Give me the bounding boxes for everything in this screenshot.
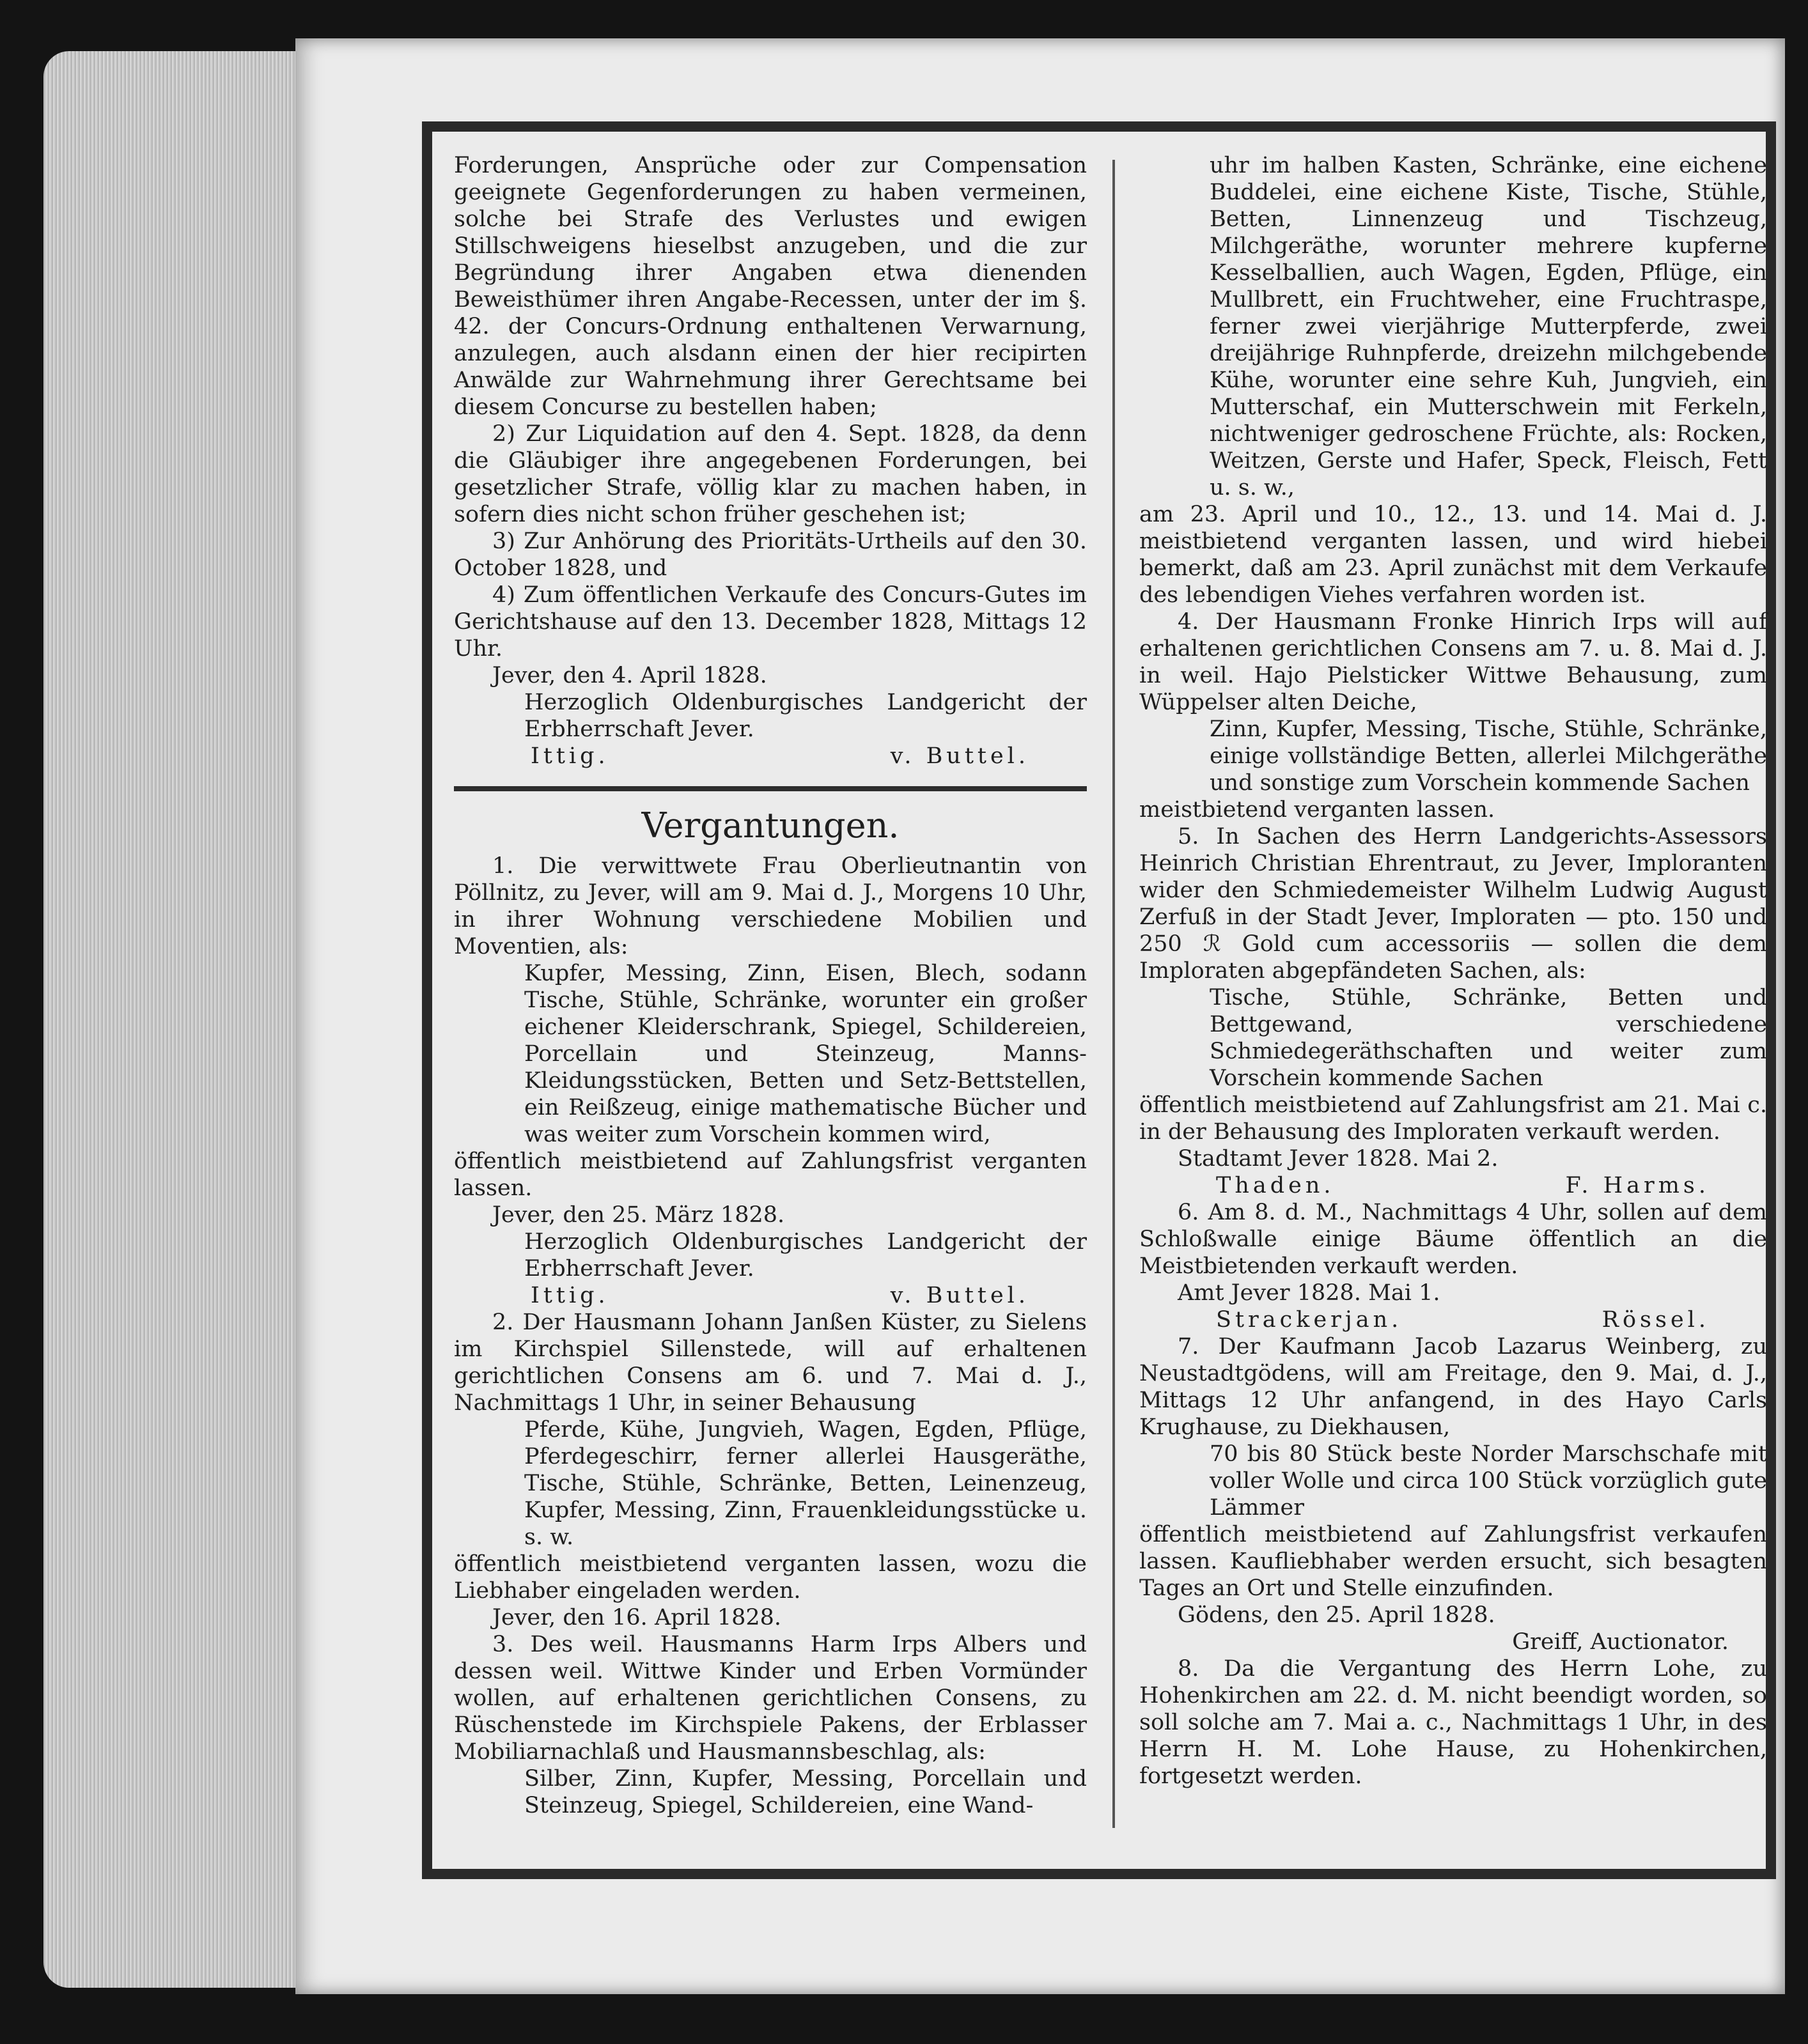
- notice-7-close: öffentlich meistbietend auf Zahlungsfrist verkaufen lassen. Kaufliebhaber werden ersucht, sich besagten Tages an Ort und Stelle einzufinden.: [1139, 1522, 1767, 1601]
- notice-5-items: Tische, Stühle, Schränke, Betten und Bettgewand, verschiedene Schmiedegeräthschaften und weiter zum Vorschein kommende Sachen: [1210, 985, 1767, 1091]
- signature-pair: [1139, 1306, 1767, 1333]
- left-column: [454, 152, 1087, 1819]
- signature-pair: [454, 743, 1087, 770]
- signature-ittig: Ittig.: [531, 1283, 609, 1308]
- notice-5-intro: 5. In Sachen des Herrn Landgerichts-Assessors Heinrich Christian Ehrentraut, zu Jever, Imploranten wider den Schmiedemeister Wilhelm Ludwig August Zerfuß in der Stadt Jever, Imploraten — pto. 150 und 250 ℛ Gold cum accessoriis — sollen die dem Imploraten abgepfändeten Sachen, als:: [1139, 824, 1767, 984]
- signature-greiff: Greiff, Auctionator.: [1512, 1629, 1729, 1655]
- date-line: Jever, den 4. April 1828.: [492, 663, 767, 688]
- column-divider: [1112, 160, 1115, 1828]
- section-divider: [454, 786, 1087, 791]
- signature-strackerjan: Strackerjan.: [1216, 1307, 1403, 1333]
- notice-3-intro: 3. Des weil. Hausmanns Harm Irps Albers und dessen weil. Wittwe Kinder und Erben Vormünder wollen, auf erhaltenen gerichtlichen Consens, zu Rüschenstede im Kirchspiele Pakens, der Erblasser Mobiliarnachlaß und Hausmannsbeschlag, als:: [454, 1632, 1087, 1765]
- signature-buttel: v. Buttel.: [890, 1283, 1029, 1308]
- list-item-prioritaets-urtheil: 3) Zur Anhörung des Prioritäts-Urtheils auf den 30. October 1828, und: [454, 529, 1087, 581]
- notice-2-intro: 2. Der Hausmann Johann Janßen Küster, zu Sielens im Kirchspiel Sillenstede, will auf erhaltenen gerichtlichen Consens am 6. und 7. Mai d. J., Nachmittags 1 Uhr, in seiner Behausung: [454, 1310, 1087, 1416]
- notice-2-items: Pferde, Kühe, Jungvieh, Wagen, Egden, Pflüge, Pferdegeschirr, ferner allerlei Hausgeräthe, Tische, Stühle, Schränke, Betten, Leinenzeug, Kupfer, Messing, Zinn, Frauenkleidungsstücke u. s. w.: [524, 1417, 1087, 1550]
- notice-4-intro: 4. Der Hausmann Fronke Hinrich Irps will auf erhaltenen gerichtlichen Consens am 7. u. 8. Mai d. J. in weil. Hajo Pielsticker Wittwe Behausung, zum Wüppelser alten Deiche,: [1139, 609, 1767, 715]
- signature-roessel: Rössel.: [1601, 1307, 1710, 1333]
- list-item-verkauf: 4) Zum öffentlichen Verkaufe des Concurs-Gutes im Gerichtshause auf den 13. December 1828, Mittags 12 Uhr.: [454, 582, 1087, 662]
- list-item-liquidation: 2) Zur Liquidation auf den 4. Sept. 1828, da denn die Gläubiger ihre angegebenen Forderungen, bei gesetzlicher Strafe, völlig klar zu machen haben, in sofern dies nicht schon früher geschehen ist;: [454, 421, 1087, 527]
- signature-ittig: Ittig.: [531, 743, 609, 769]
- notice-4-items: Zinn, Kupfer, Messing, Tische, Stühle, Schränke, einige vollständige Betten, allerlei Milchgeräthe und sonstige zum Vorschein kommende Sachen: [1210, 716, 1767, 796]
- court-signature: Herzoglich Oldenburgisches Landgericht der Erbherrschaft Jever.: [524, 690, 1087, 742]
- notice-1-items: Kupfer, Messing, Zinn, Eisen, Blech, sodann Tische, Stühle, Schränke, worunter ein großer eichener Kleiderschrank, Spiegel, Schildereien, Porcellain und Steinzeug, Manns-Kleidungsstücken, Betten und Setz-Bettstellen, ein Reißzeug, einige mathematische Bücher und was weiter zum Vorschein kommen wird,: [524, 961, 1087, 1147]
- signature-buttel: v. Buttel.: [890, 743, 1029, 769]
- notice-3-close: am 23. April und 10., 12., 13. und 14. Mai d. J. meistbietend verganten lassen, und wird hiebei bemerkt, daß am 23. April zunächst mit dem Verkaufe des lebendigen Viehes verfahren worden ist.: [1139, 502, 1767, 608]
- notice-1-intro: 1. Die verwittwete Frau Oberlieutnantin von Pöllnitz, zu Jever, will am 9. Mai d. J., Morgens 10 Uhr, in ihrer Wohnung verschiedene Mobilien und Moventien, als:: [454, 853, 1087, 959]
- notice-7-intro: 7. Der Kaufmann Jacob Lazarus Weinberg, zu Neustadtgödens, will am Freitage, den 9. Mai, d. J., Mittags 12 Uhr anfangend, in des Hayo Carls Krughause, zu Diekhausen,: [1139, 1334, 1767, 1440]
- right-column: [1139, 152, 1767, 1790]
- place-date-line: Amt Jever 1828. Mai 1.: [1178, 1280, 1440, 1306]
- notice-1-close: öffentlich meistbietend auf Zahlungsfrist verganten lassen.: [454, 1149, 1087, 1201]
- book-page-edges: [43, 51, 325, 1988]
- signature-thaden: Thaden.: [1216, 1173, 1335, 1198]
- signature-harms: F. Harms.: [1565, 1173, 1710, 1198]
- place-date-line: Stadtamt Jever 1828. Mai 2.: [1178, 1146, 1499, 1172]
- signature-pair: [1139, 1172, 1767, 1199]
- notice-3-items: Silber, Zinn, Kupfer, Messing, Porcellain und Steinzeug, Spiegel, Schildereien, eine Wand-: [524, 1766, 1087, 1818]
- notice-4-close: meistbietend verganten lassen.: [1139, 797, 1495, 823]
- notice-6-text: 6. Am 8. d. M., Nachmittags 4 Uhr, sollen auf dem Schloßwalle einige Bäume öffentlich an die Meistbietenden verkauft werden.: [1139, 1200, 1767, 1279]
- court-signature: Herzoglich Oldenburgisches Landgericht der Erbherrschaft Jever.: [524, 1229, 1087, 1281]
- signature-pair: [454, 1282, 1087, 1309]
- place-date-line: Gödens, den 25. April 1828.: [1178, 1602, 1495, 1628]
- notice-5-close: öffentlich meistbietend auf Zahlungsfrist am 21. Mai c. in der Behausung des Imploraten verkauft werden.: [1139, 1092, 1767, 1145]
- notice-8-text: 8. Da die Vergantung des Herrn Lohe, zu Hohenkirchen am 22. d. M. nicht beendigt worden, so soll solche am 7. Mai a. c., Nachmittags 1 Uhr, in des Herrn H. M. Lohe Hause, zu Hohenkirchen, fortgesetzt werden.: [1139, 1656, 1767, 1789]
- notice-7-items: 70 bis 80 Stück beste Norder Marschschafe mit voller Wolle und circa 100 Stück vorzüglich gute Lämmer: [1210, 1441, 1767, 1521]
- section-heading: Vergantungen.: [641, 805, 900, 846]
- date-line: Jever, den 16. April 1828.: [492, 1605, 782, 1630]
- notice-2-close: öffentlich meistbietend verganten lassen, wozu die Liebhaber eingeladen werden.: [454, 1551, 1087, 1604]
- date-line: Jever, den 25. März 1828.: [492, 1202, 785, 1228]
- notice-3-items-continued: uhr im halben Kasten, Schränke, eine eichene Buddelei, eine eichene Kiste, Tische, Stühle, Betten, Linnenzeug und Tischzeug, Milchgeräthe, worunter mehrere kupferne Kesselballien, auch Wagen, Egden, Pflüge, ein Mullbrett, ein Fruchtweher, eine Fruchtraspe, ferner zwei vierjährige Mutterpferde, zwei dreijährige Ruhnpferde, dreizehn milchgebende Kühe, worunter eine sehre Kuh, Jungvieh, ein Mutterschaf, ein Mutterschwein mit Ferkeln, nichtweniger gedroschene Früchte, als: Rocken, Weitzen, Gerste und Hafer, Speck, Fleisch, Fett u. s. w.,: [1210, 153, 1767, 500]
- concurs-paragraph: Forderungen, Ansprüche oder zur Compensation geeignete Gegenforderungen zu haben vermeinen, solche bei Strafe des Verlustes und ewigen Stillschweigens hieselbst anzugeben, und die zur Begründung ihrer Angaben etwa dienenden Beweisthümer ihren Angabe-Recessen, unter der im §. 42. der Concurs-Ordnung enthaltenen Verwarnung, anzulegen, auch alsdann einen der hier recipirten Anwälde zur Wahrnehmung ihrer Gerechtsame bei diesem Concurse zu bestellen haben;: [454, 153, 1087, 420]
